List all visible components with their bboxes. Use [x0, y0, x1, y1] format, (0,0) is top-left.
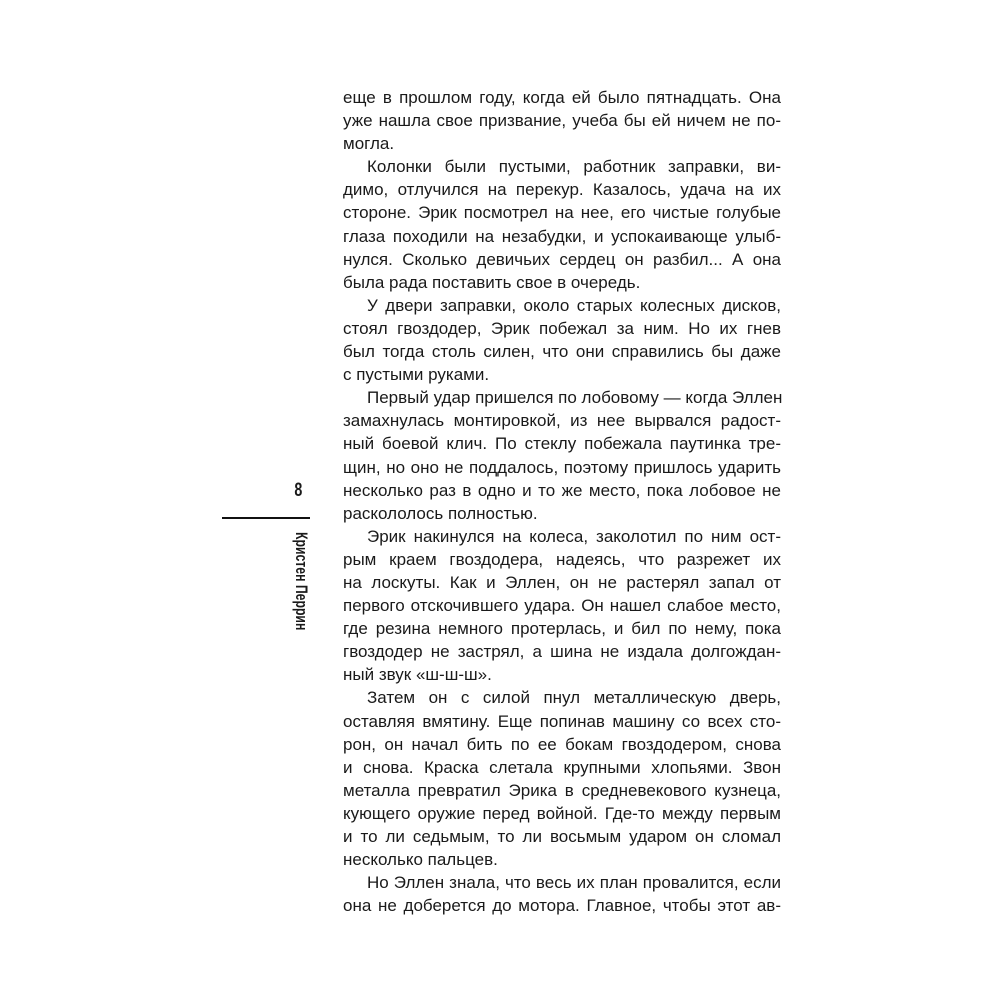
text-line: ный звук «ш-ш-ш».	[343, 665, 492, 685]
text-line: с пустыми руками.	[343, 365, 490, 385]
text-line: Колонки были пустыми, работник заправки, ви-	[367, 157, 781, 177]
paragraph	[343, 386, 781, 525]
text-line: несколько пальцев.	[343, 850, 498, 870]
text-line: Но Эллен знала, что весь их план провалится, если	[367, 873, 781, 893]
text-line: Эрик накинулся на колеса, заколотил по ним ост-	[367, 526, 781, 546]
paragraph	[343, 525, 781, 687]
text-line: замахнулась монтировкой, из нее вырвался радост-	[343, 411, 781, 431]
text-line: могла.	[343, 134, 395, 154]
text-line: еще в прошлом году, когда ей было пятнадцать. Она	[343, 88, 781, 107]
body-text	[343, 86, 781, 917]
paragraph	[343, 294, 781, 386]
text-line: оставляя вмятину. Еще попинав машину со всех сто-	[343, 711, 781, 731]
text-line: У двери заправки, около старых колесных дисков,	[367, 295, 781, 315]
text-line: рон, он начал бить по ее бокам гвоздодером, снова	[343, 734, 781, 754]
text-line: и снова. Краска слетала крупными хлопьями. Звон	[343, 757, 781, 777]
text-line: димо, отлучился на перекур. Казалось, удача на их	[343, 180, 781, 200]
text-line: и то ли седьмым, то ли восьмым ударом он сломал	[343, 827, 781, 846]
text-line: нулся. Сколько девичьих сердец он разбил... А она	[343, 249, 781, 269]
text-line: раскололось полностью.	[343, 503, 538, 523]
text-line: первого отскочившего удара. Он нашел слабое место,	[343, 596, 781, 616]
text-line: она не доберется до мотора. Главное, чтобы этот ав-	[343, 896, 781, 916]
paragraph	[343, 686, 781, 871]
text-line: щин, но оно не поддалось, поэтому пришлось ударить	[343, 457, 781, 477]
paragraph	[343, 871, 781, 917]
text-line: Первый удар пришелся по лобовому — когда Эллен	[367, 388, 783, 408]
text-line: металла превратил Эрика в средневекового кузнеца,	[343, 780, 781, 800]
text-line: глаза походили на незабудки, и успокаивающе улыб-	[343, 226, 781, 246]
text-line: была рада поставить свое в очередь.	[343, 272, 641, 292]
text-line: ный боевой клич. По стеклу побежала паутинка тре-	[343, 434, 781, 454]
text-line: рым краем гвоздодера, надеясь, что разрежет их	[343, 549, 781, 569]
text-line: где резина немного протерлась, и бил по нему, пока	[343, 619, 781, 639]
text-line: на лоскуты. Как и Эллен, он не растерял запал от	[343, 572, 781, 592]
text-line: стоял гвоздодер, Эрик побежал за ним. Но их гнев	[343, 318, 781, 338]
text-line: был тогда столь силен, что они справились бы даже	[343, 342, 781, 362]
text-line: гвоздодер не застрял, а шина не издала долгождан-	[343, 642, 781, 662]
page-number: 8	[294, 480, 303, 501]
text-line: уже нашла свое призвание, учеба бы ей ничем не по-	[343, 111, 781, 131]
folio-rule	[222, 517, 310, 519]
text-line: стороне. Эрик посмотрел на нее, его чистые голубые	[343, 203, 781, 223]
running-head-author: Кристен Перрин	[292, 532, 311, 631]
text-line: Затем он с силой пнул металлическую дверь,	[367, 688, 781, 708]
paragraph	[343, 86, 781, 155]
text-line: несколько раз в одно и то же место, пока лобовое не	[343, 480, 781, 500]
paragraph	[343, 155, 781, 294]
text-line: кующего оружие перед войной. Где-то между первым	[343, 803, 781, 823]
